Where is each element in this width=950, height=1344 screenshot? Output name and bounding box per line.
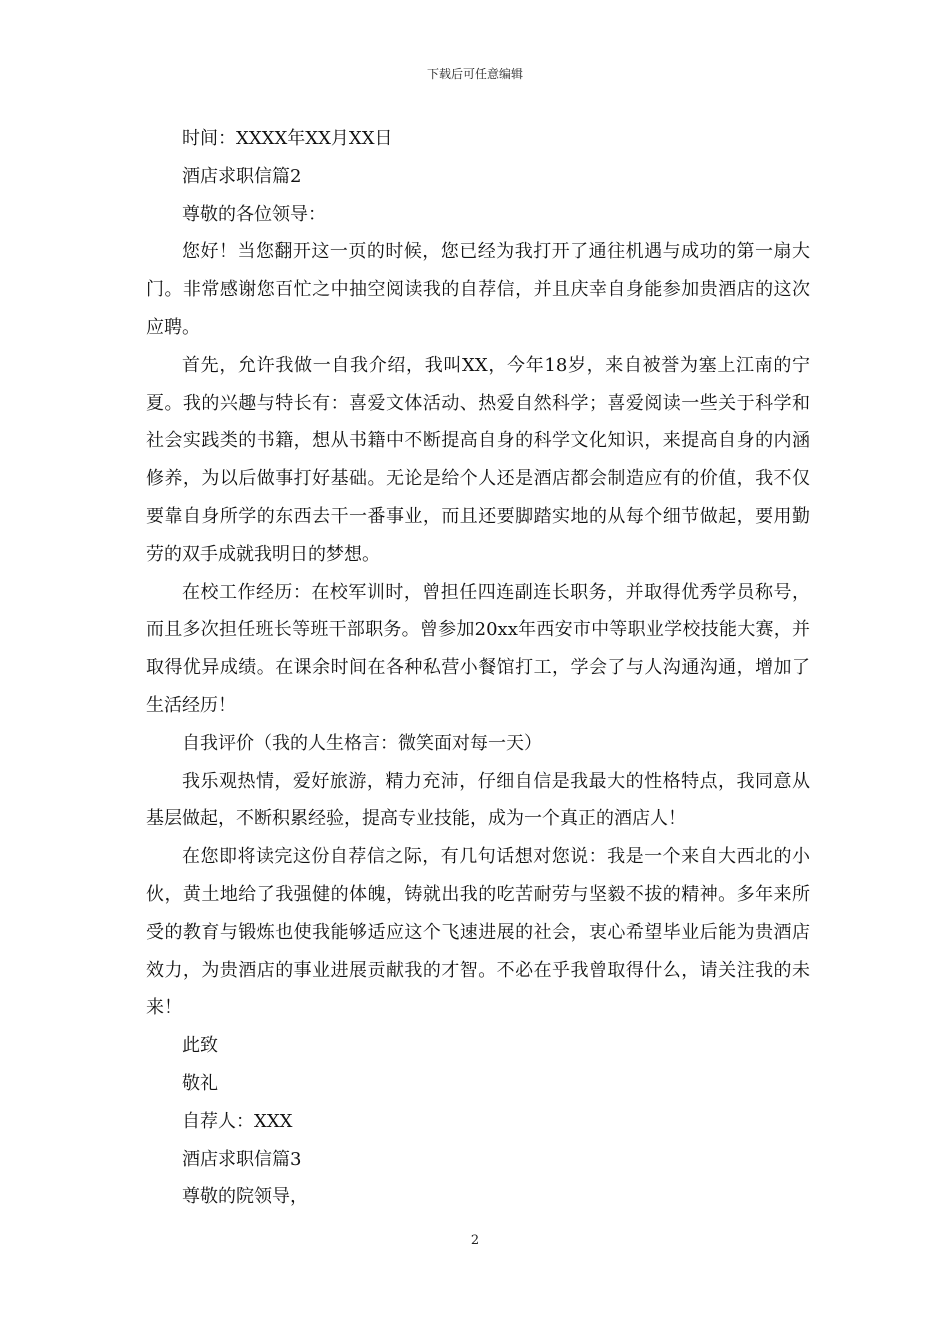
section-3-title: 酒店求职信篇3 (182, 1148, 302, 1170)
salutation: 尊敬的各位领导： (182, 203, 326, 225)
paragraph-work-experience: 在校工作经历：在校军训时，曾担任四连副连长职务，并取得优秀学员称号，而且多次担任班长等班干部职务。曾参加20xx年西安市中等职业学校技能大赛，并取得优异成绩。在课余时间在各种私营小餐馆打工，学会了与人沟通沟通，增加了生活经历！ (146, 581, 810, 716)
page-number: 2 (470, 1233, 480, 1248)
paragraph-self-evaluation: 我乐观热情，爱好旅游，精力充沛，仔细自信是我最大的性格特点，我同意从基层做起，不断积累经验，提高专业技能，成为一个真正的酒店人！ (146, 770, 810, 830)
closing-regards: 敬礼 (182, 1072, 218, 1094)
signature: 自荐人：XXX (182, 1110, 293, 1132)
document-body (146, 120, 810, 1216)
header-note: 下载后可任意编辑 (426, 67, 523, 81)
paragraph-introduction: 首先，允许我做一自我介绍，我叫XX，今年18岁，来自被誉为塞上江南的宁夏。我的兴趣与特长有：喜爱文体活动、热爱自然科学；喜爱阅读一些关于科学和社会实践类的书籍，想从书籍中不断提高自身的科学文化知识，来提高自身的内涵修养，为以后做事打好基础。无论是给个人还是酒店都会制造应有的价值，我不仅要靠自身所学的东西去干一番事业，而且还要脚踏实地的从每个细节做起，要用勤劳的双手成就我明日的梦想。 (146, 354, 810, 565)
section-2-title: 酒店求职信篇2 (182, 165, 302, 187)
paragraph-greeting: 您好！当您翻开这一页的时候，您已经为我打开了通往机遇与成功的第一扇大门。非常感谢您百忙之中抽空阅读我的自荐信，并且庆幸自身能参加贵酒店的这次应聘。 (146, 241, 810, 338)
time-line: 时间：XXXX年XX月XX日 (182, 128, 393, 149)
self-evaluation-heading: 自我评价（我的人生格言：微笑面对每一天） (182, 732, 542, 754)
section-3-salutation: 尊敬的院领导， (182, 1186, 308, 1208)
closing-salutation: 此致 (182, 1035, 218, 1057)
paragraph-closing-remarks: 在您即将读完这份自荐信之际，有几句话想对您说：我是一个来自大西北的小伙，黄土地给了我强健的体魄，铸就出我的吃苦耐劳与坚毅不拔的精神。多年来所受的教育与锻炼也使我能够适应这个飞速进展的社会，衷心希望毕业后能为贵酒店效力，为贵酒店的事业进展贡献我的才智。不必在乎我曾取得什么，请关注我的未来！ (146, 846, 810, 1019)
